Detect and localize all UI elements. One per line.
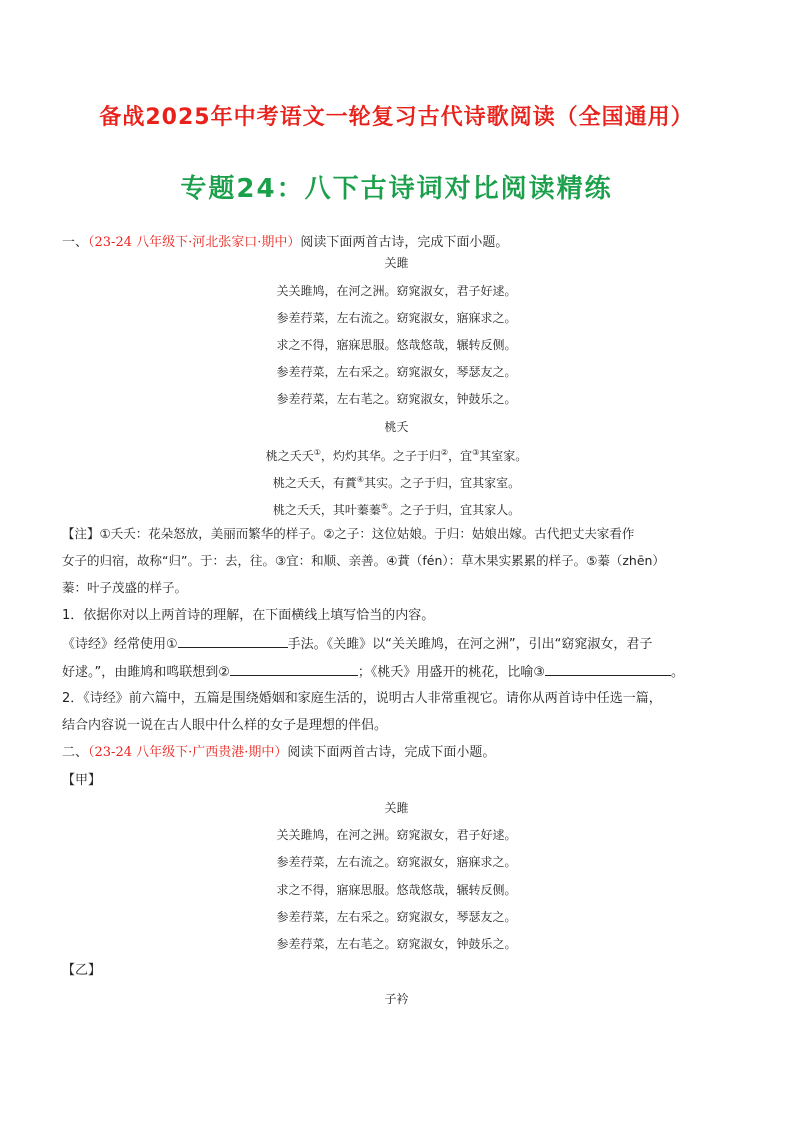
answer-blank-3[interactable] xyxy=(545,661,671,676)
poem-line: 关关雎鸠，在河之洲。窈窕淑女，君子好逑。 xyxy=(276,828,517,842)
section-1-intro: 阅读下面两首古诗，完成下面小题。 xyxy=(300,235,509,250)
poem-line: 参差荇菜，左右流之。窈窕淑女，寤寐求之。 xyxy=(276,855,517,869)
document-subtitle: 专题24：八下古诗词对比阅读精练 xyxy=(180,174,613,204)
poem-line: 参差荇菜，左右流之。窈窕淑女，寤寐求之。 xyxy=(276,311,517,325)
poem-line: 求之不得，寤寐思服。悠哉悠哉，辗转反侧。 xyxy=(276,883,517,897)
question-1-fill: 好逑。”，由雎鸠和鸣联想到② ；《桃夭》用盛开的桃花，比喻③ 。 xyxy=(62,661,742,683)
question-2: 2．《诗经》前六篇中，五篇是围绕婚姻和家庭生活的，说明古人非常重视它。请你从两首诗中任选一篇， xyxy=(62,691,662,706)
footnote-marker: ① xyxy=(313,448,321,457)
section-2-intro: 阅读下面两首古诗，完成下面小题。 xyxy=(287,745,496,760)
footnote-marker: ⑤ xyxy=(380,502,389,511)
footnote-marker: ③ xyxy=(472,448,480,457)
question-1: 1．依据你对以上两首诗的理解，在下面横线上填写恰当的内容。 xyxy=(62,608,435,623)
poem-title-taoyao: 桃夭 xyxy=(384,420,409,434)
poem-line: 参差荇菜，左右芼之。窈窕淑女，钟鼓乐之。 xyxy=(276,392,517,406)
poem-line: 桃之夭夭，有蕡④其实。之子于归，宜其家室。 xyxy=(272,475,521,490)
poem-title-guanju: 关雎 xyxy=(384,801,409,815)
section-2-heading xyxy=(62,743,742,763)
poem-title-zijin: 子衿 xyxy=(384,992,409,1006)
note-text: 蓁：叶子茂盛的样子。 xyxy=(62,580,188,595)
poem-line: 桃之夭夭，其叶蓁蓁⑤。之子于归，宜其家人。 xyxy=(272,502,521,517)
question-2: 结合内容说一说在古人眼中什么样的女子是理想的伴侣。 xyxy=(62,718,388,733)
section-1-source: （23-24 八年级下·河北张家口·期中） xyxy=(88,235,301,250)
footnote-marker: ② xyxy=(440,448,449,457)
answer-blank-2[interactable] xyxy=(230,661,358,676)
section-1-number: 一、 xyxy=(62,235,89,250)
poem-line: 求之不得，寤寐思服。悠哉悠哉，辗转反侧。 xyxy=(276,338,517,352)
section-2-source: （23-24 八年级下·广西贵港·期中） xyxy=(88,745,288,760)
label-yi: 【乙】 xyxy=(62,963,102,978)
footnote-marker: ④ xyxy=(356,475,365,484)
poem-title-guanju: 关雎 xyxy=(384,256,409,270)
question-1-fill: 《诗经》经常使用① 手法。《关雎》以“关关雎鸠，在河之洲”，引出“窈窕淑女，君子 xyxy=(62,633,742,655)
answer-blank-1[interactable] xyxy=(178,633,288,648)
note-text: 【注】①夭夭：花朵怒放，美丽而繁华的样子。②之子：这位姑娘。于归：姑娘出嫁。古代把丈夫家看作 xyxy=(62,526,635,541)
poem-line: 桃之夭夭①，灼灼其华。之子于归②，宜③其室家。 xyxy=(265,448,528,463)
section-1-heading xyxy=(62,233,742,253)
poem-line: 参差荇菜，左右芼之。窈窕淑女，钟鼓乐之。 xyxy=(276,937,517,951)
poem-line: 关关雎鸠，在河之洲。窈窕淑女，君子好逑。 xyxy=(276,284,517,298)
poem-line: 参差荇菜，左右采之。窈窕淑女，琴瑟友之。 xyxy=(276,365,517,379)
poem-line: 参差荇菜，左右采之。窈窕淑女，琴瑟友之。 xyxy=(276,910,517,924)
document-title: 备战2025年中考语文一轮复习古代诗歌阅读（全国通用） xyxy=(99,105,694,130)
note-text: 女子的归宿，故称“归”。于：去，往。③宜：和顺、亲善。④蕡（fén）：草木果实累累的样子。⑤蓁（zhēn） xyxy=(62,553,665,568)
section-2-number: 二、 xyxy=(62,745,89,760)
label-jia: 【甲】 xyxy=(62,773,102,788)
